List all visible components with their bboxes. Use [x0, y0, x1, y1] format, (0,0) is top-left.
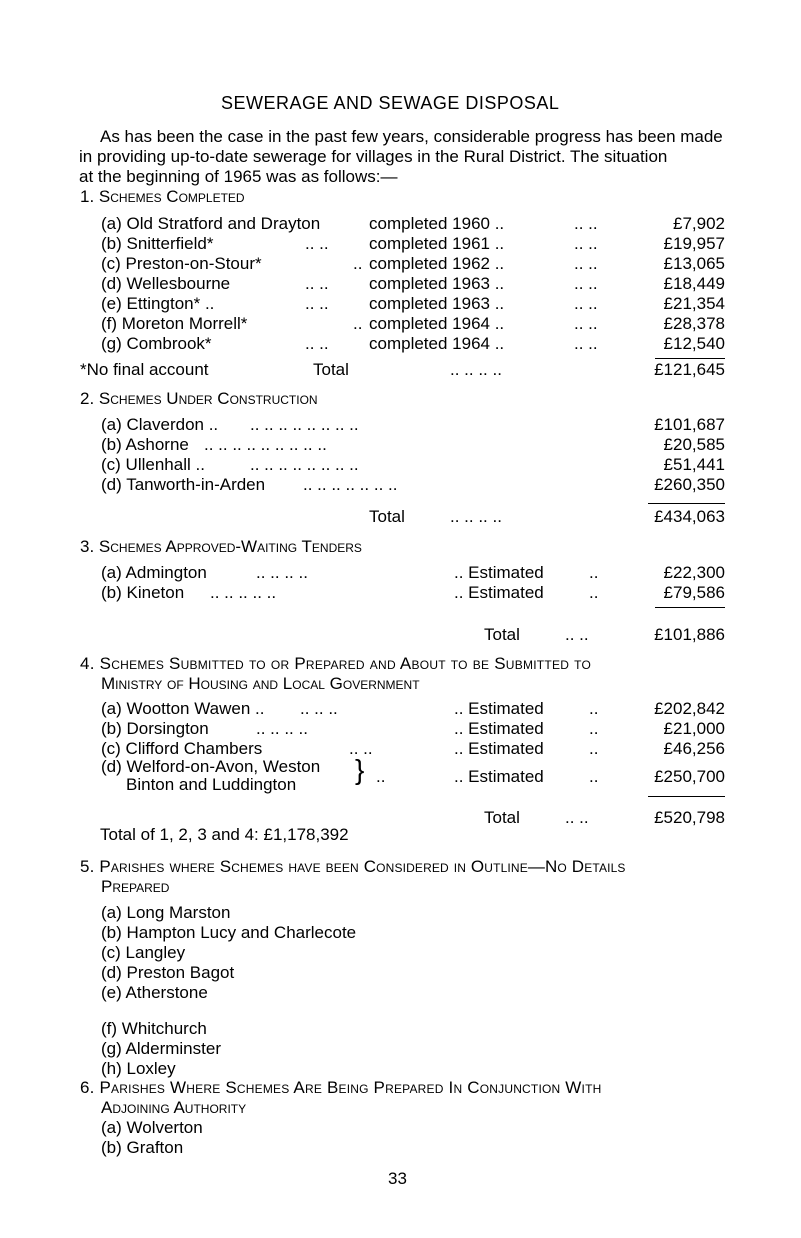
s2-total-rule — [648, 503, 725, 504]
s1-row-c-dots: .. .. — [574, 254, 598, 273]
s1-row-f-status: completed 1964 .. — [369, 314, 505, 333]
s1-row-a-label: (a) Old Stratford and Drayton — [101, 214, 321, 233]
intro-line-3: at the beginning of 1965 was as follows:— — [79, 167, 398, 186]
s2-row-b-amount: £20,585 — [663, 435, 725, 454]
section-3-heading: 3. Schemes Approved-Waiting Tenders — [80, 537, 362, 556]
s3-row-a-label: (a) Admington — [101, 563, 207, 582]
s1-row-e-dots: .. .. — [574, 294, 598, 313]
section-5-heading-1: 5. Parishes where Schemes have been Considered in Outline—No Details — [80, 857, 626, 876]
intro-line-1: As has been the case in the past few years, considerable progress has been made — [100, 127, 723, 146]
s4-row-c-dots2: .. — [589, 739, 599, 758]
s1-row-g-label: (g) Combrook* — [101, 334, 212, 353]
brace-icon: } — [355, 754, 365, 785]
s1-footnote: *No final account — [80, 360, 209, 379]
section-4-heading-2: Ministry of Housing and Local Government — [101, 674, 420, 693]
s1-row-g-status: completed 1964 .. — [369, 334, 505, 353]
s1-row-f-lead: .. — [353, 314, 363, 333]
list-item: (e) Atherstone — [101, 983, 208, 1002]
s2-row-c-dots: .. .. .. .. .. .. .. .. — [250, 455, 359, 474]
section-5-heading-2: Prepared — [101, 877, 170, 896]
s2-total-dots: .. .. .. .. — [450, 507, 502, 526]
s4-row-d-status: .. Estimated — [454, 767, 544, 786]
s3-row-b-dots2: .. — [589, 583, 599, 602]
s3-row-a-status: .. Estimated — [454, 563, 544, 582]
s3-row-b-status: .. Estimated — [454, 583, 544, 602]
s1-total-amount: £121,645 — [654, 360, 725, 379]
s4-row-c-amount: £46,256 — [663, 739, 725, 758]
s4-row-c-status: .. Estimated — [454, 739, 544, 758]
s2-row-d-amount: £260,350 — [654, 475, 725, 494]
s1-row-b-lead: .. .. — [305, 234, 329, 253]
s1-row-g-dots: .. .. — [574, 334, 598, 353]
s2-row-a-label: (a) Claverdon .. — [101, 415, 219, 434]
list-item: (g) Alderminster — [101, 1039, 221, 1058]
s4-row-c-label: (c) Clifford Chambers — [101, 739, 263, 758]
s1-row-b-status: completed 1961 .. — [369, 234, 505, 253]
s1-row-c-amount: £13,065 — [663, 254, 725, 273]
s2-row-a-amount: £101,687 — [654, 415, 725, 434]
s1-row-a-status: completed 1960 .. — [369, 214, 505, 233]
s2-row-a-dots: .. .. .. .. .. .. .. .. — [250, 415, 359, 434]
list-item: (b) Grafton — [101, 1138, 184, 1157]
s1-total-rule — [655, 358, 725, 359]
s1-row-e-amount: £21,354 — [663, 294, 725, 313]
s2-row-b-label: (b) Ashorne — [101, 435, 189, 454]
s3-row-a-dots: .. .. .. .. — [256, 563, 308, 582]
s4-row-b-dots2: .. — [589, 719, 599, 738]
s1-row-b-dots: .. .. — [574, 234, 598, 253]
s2-row-c-amount: £51,441 — [663, 455, 725, 474]
s3-row-b-label: (b) Kineton — [101, 583, 185, 602]
s1-row-d-status: completed 1963 .. — [369, 274, 505, 293]
s2-total-amount: £434,063 — [654, 507, 725, 526]
s4-total-amount: £520,798 — [654, 808, 725, 827]
s1-total-label: Total — [313, 360, 349, 379]
s1-row-g-lead: .. .. — [305, 334, 329, 353]
s1-row-d-dots: .. .. — [574, 274, 598, 293]
s4-row-a-dots: .. .. .. — [300, 699, 338, 718]
s4-total-label: Total — [484, 808, 520, 827]
s4-row-b-status: .. Estimated — [454, 719, 544, 738]
s1-row-d-lead: .. .. — [305, 274, 329, 293]
s2-total-label: Total — [369, 507, 405, 526]
list-item: (d) Preston Bagot — [101, 963, 235, 982]
list-item: (h) Loxley — [101, 1059, 176, 1078]
s3-row-a-amount: £22,300 — [663, 563, 725, 582]
s4-row-a-dots2: .. — [589, 699, 599, 718]
s1-row-a-amount: £7,902 — [673, 214, 725, 233]
section-6-heading-1: 6. Parishes Where Schemes Are Being Prepared In Conjunction With — [80, 1078, 602, 1097]
s4-row-a-status: .. Estimated — [454, 699, 544, 718]
s3-row-b-amount: £79,586 — [663, 583, 725, 602]
page-number: 33 — [388, 1169, 407, 1188]
s1-row-e-status: completed 1963 .. — [369, 294, 505, 313]
s1-row-d-label: (d) Wellesbourne — [101, 274, 231, 293]
s1-row-e-lead: .. .. — [305, 294, 329, 313]
s4-row-b-amount: £21,000 — [663, 719, 725, 738]
s3-row-b-dots: .. .. .. .. .. — [210, 583, 277, 602]
s2-row-d-dots: .. .. .. .. .. .. .. — [303, 475, 398, 494]
s4-row-c-dots: .. .. — [349, 739, 373, 758]
s2-row-d-label: (d) Tanworth-in-Arden — [101, 475, 266, 494]
s4-row-d-label-2: Binton and Luddington — [126, 775, 297, 794]
section-1-heading: 1. Schemes Completed — [80, 187, 245, 206]
s1-row-b-amount: £19,957 — [663, 234, 725, 253]
intro-line-2: in providing up-to-date sewerage for villages in the Rural District. The situation — [79, 147, 668, 166]
grand-total: Total of 1, 2, 3 and 4: £1,178,392 — [100, 825, 349, 844]
section-4-heading-1: 4. Schemes Submitted to or Prepared and About to be Submitted to — [80, 654, 592, 673]
s1-row-f-dots: .. .. — [574, 314, 598, 333]
s1-row-c-lead: .. — [353, 254, 363, 273]
section-6-heading-2: Adjoining Authority — [101, 1098, 247, 1117]
s4-row-a-label: (a) Wootton Wawen .. — [101, 699, 265, 718]
s3-total-label: Total — [484, 625, 520, 644]
section-2-heading: 2. Schemes Under Construction — [80, 389, 318, 408]
s4-total-rule — [648, 796, 725, 797]
s1-row-f-label: (f) Moreton Morrell* — [101, 314, 248, 333]
s4-row-d-dots: .. — [376, 767, 386, 786]
s1-row-f-amount: £28,378 — [663, 314, 725, 333]
s4-row-d-dots2: .. — [589, 767, 599, 786]
list-item: (c) Langley — [101, 943, 186, 962]
s4-row-d-amount: £250,700 — [654, 767, 725, 786]
s3-row-a-dots2: .. — [589, 563, 599, 582]
s1-total-dots: .. .. .. .. — [450, 360, 502, 379]
s4-row-a-amount: £202,842 — [654, 699, 725, 718]
s1-row-d-amount: £18,449 — [663, 274, 725, 293]
s4-row-d-label-1: (d) Welford-on-Avon, Weston — [101, 757, 321, 776]
s4-row-b-dots: .. .. .. .. — [256, 719, 308, 738]
s1-row-c-label: (c) Preston-on-Stour* — [101, 254, 262, 273]
s4-row-b-label: (b) Dorsington — [101, 719, 209, 738]
s1-row-e-label: (e) Ettington* .. — [101, 294, 215, 313]
s3-total-rule — [655, 607, 725, 608]
s4-total-dots: .. .. — [565, 808, 589, 827]
s1-row-a-dots: .. .. — [574, 214, 598, 233]
s1-row-g-amount: £12,540 — [663, 334, 725, 353]
s3-total-dots: .. .. — [565, 625, 589, 644]
s2-row-c-label: (c) Ullenhall .. — [101, 455, 205, 474]
list-item: (b) Hampton Lucy and Charlecote — [101, 923, 357, 942]
list-item: (a) Long Marston — [101, 903, 231, 922]
s3-total-amount: £101,886 — [654, 625, 725, 644]
list-item: (f) Whitchurch — [101, 1019, 207, 1038]
s1-row-b-label: (b) Snitterfield* — [101, 234, 214, 253]
s1-row-c-status: completed 1962 .. — [369, 254, 505, 273]
list-item: (a) Wolverton — [101, 1118, 203, 1137]
page-title: SEWERAGE AND SEWAGE DISPOSAL — [221, 93, 560, 113]
s2-row-b-dots: .. .. .. .. .. .. .. .. .. — [204, 435, 327, 454]
